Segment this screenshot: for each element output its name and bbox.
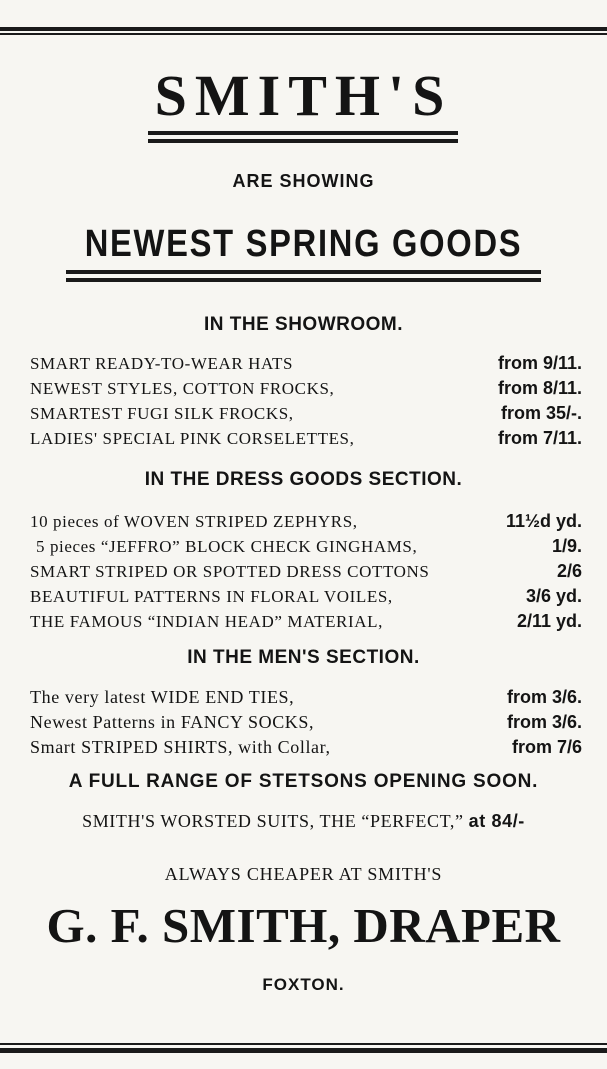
- page-title: SMITH'S: [154, 63, 453, 128]
- list-item: [30, 585, 582, 608]
- title-double-rule-lower: [148, 139, 458, 143]
- section-heading-showroom: IN THE SHOWROOM.: [203, 314, 404, 335]
- section-heading-dress-goods: IN THE DRESS GOODS SECTION.: [144, 469, 463, 490]
- item-text: SMART READY-TO-WEAR HATS: [30, 354, 294, 373]
- bottom-border-rule: [0, 1043, 607, 1045]
- item-text: THE FAMOUS “INDIAN HEAD” MATERIAL,: [30, 612, 383, 631]
- title-double-rule-upper: [148, 131, 458, 135]
- section-heading-mens: IN THE MEN'S SECTION.: [187, 647, 420, 668]
- item-price: 2/6: [556, 561, 582, 581]
- item-text: LADIES' SPECIAL PINK CORSELETTES,: [30, 429, 355, 448]
- item-price: 1/9.: [551, 536, 582, 556]
- list-item: [30, 377, 582, 400]
- list-item: [30, 711, 582, 733]
- item-price: from 9/11.: [497, 353, 582, 373]
- stetsons-announcement: A FULL RANGE OF STETSONS OPENING SOON.: [68, 771, 539, 792]
- worsted-text: SMITH'S WORSTED SUITS, THE “PERFECT,”: [82, 811, 464, 831]
- item-price: from 7/11.: [497, 428, 582, 448]
- item-text: Smart STRIPED SHIRTS, with Collar,: [30, 737, 331, 757]
- item-text: SMARTEST FUGI SILK FROCKS,: [30, 404, 294, 423]
- item-price: 3/6 yd.: [525, 586, 582, 606]
- list-item: [30, 427, 582, 450]
- list-item: [30, 686, 582, 708]
- item-price: from 3/6.: [506, 687, 582, 707]
- item-text: NEWEST STYLES, COTTON FROCKS,: [30, 379, 335, 398]
- list-item: [30, 352, 582, 375]
- worsted-price: at 84/-: [468, 811, 525, 831]
- item-price: from 35/-.: [500, 403, 582, 423]
- store-name: G. F. SMITH, DRAPER: [46, 898, 561, 953]
- top-border-rule-thin: [0, 33, 607, 35]
- top-border-rule: [0, 27, 607, 31]
- store-town: FOXTON.: [262, 975, 345, 994]
- item-text: 5 pieces “JEFFRO” BLOCK CHECK GINGHAMS,: [36, 537, 418, 556]
- list-item: [36, 535, 582, 558]
- item-text: SMART STRIPED OR SPOTTED DRESS COTTONS: [30, 562, 430, 581]
- item-text: Newest Patterns in FANCY SOCKS,: [30, 712, 315, 732]
- list-item: [30, 560, 582, 583]
- bottom-border-rule-thick: [0, 1048, 607, 1053]
- item-price: from 7/6: [511, 737, 582, 757]
- headline: NEWEST SPRING GOODS: [84, 223, 523, 265]
- subtitle: ARE SHOWING: [232, 171, 375, 191]
- headline-double-rule-upper: [66, 270, 541, 274]
- list-item: [30, 510, 582, 533]
- item-price: 11½d yd.: [505, 511, 582, 531]
- list-item: [30, 736, 582, 758]
- item-price: 2/11 yd.: [516, 611, 582, 631]
- item-text: The very latest WIDE END TIES,: [30, 687, 295, 707]
- item-price: from 3/6.: [506, 712, 582, 732]
- tagline: ALWAYS CHEAPER AT SMITH'S: [164, 864, 443, 884]
- item-price: from 8/11.: [497, 378, 582, 398]
- item-text: BEAUTIFUL PATTERNS IN FLORAL VOILES,: [30, 587, 393, 606]
- list-item: [30, 610, 582, 633]
- list-item: [30, 402, 582, 425]
- headline-double-rule-lower: [66, 278, 541, 282]
- worsted-suits-line: [0, 811, 607, 832]
- item-text: 10 pieces of WOVEN STRIPED ZEPHYRS,: [30, 512, 358, 531]
